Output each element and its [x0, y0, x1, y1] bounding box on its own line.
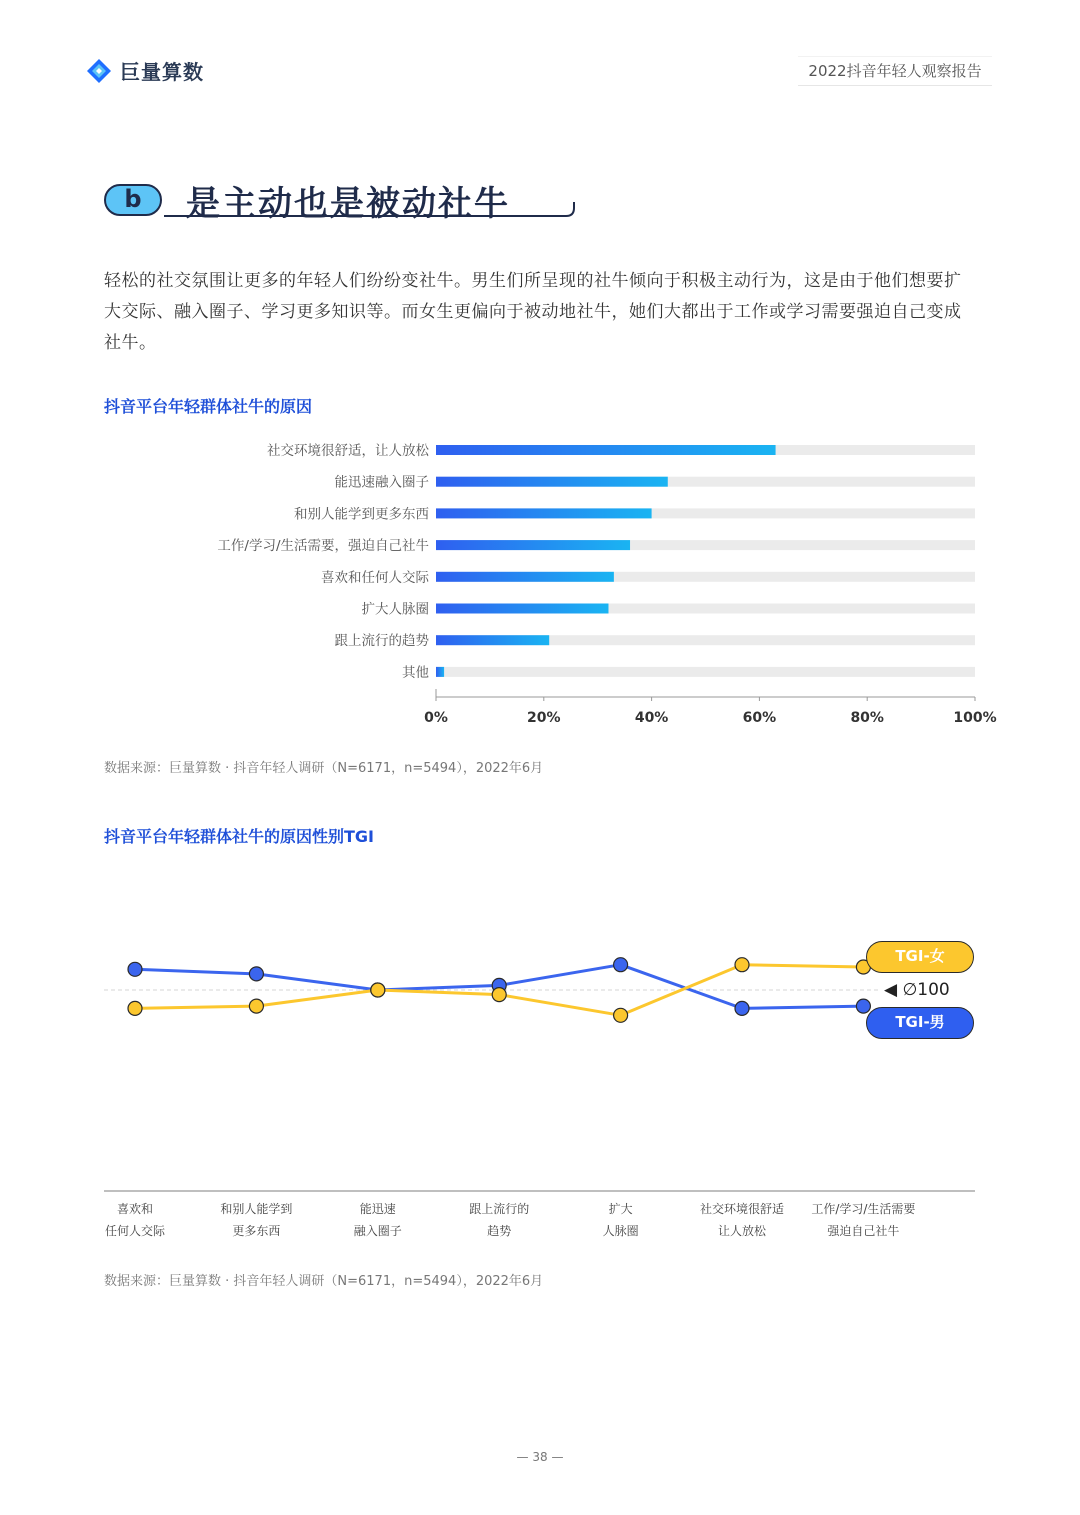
x-category-label: 能迅速	[359, 1202, 396, 1216]
bar	[436, 667, 444, 677]
data-point	[856, 999, 870, 1013]
bar	[436, 635, 549, 645]
bar-track	[436, 508, 975, 518]
x-category-label: 任何人交际	[104, 1224, 166, 1238]
header-logo	[86, 56, 204, 85]
chart2-title: 抖音平台年轻群体社牛的原因性别TGI	[104, 827, 375, 846]
diamond-logo-icon	[86, 58, 112, 84]
x-category-label: 更多东西	[232, 1224, 281, 1238]
x-tick-label: 20%	[527, 710, 561, 726]
bar-track	[436, 540, 975, 550]
chart2-source: 数据来源：巨量算数 · 抖音年轻人调研（N=6171，n=5494），2022年6月	[104, 1274, 544, 1289]
series-line-male	[135, 965, 863, 1009]
section-title: 是主动也是被动社牛	[186, 184, 510, 224]
data-point	[128, 962, 142, 976]
bar-track	[436, 604, 975, 614]
bar	[436, 477, 668, 487]
data-point	[735, 958, 749, 972]
page-number: — 38 —	[516, 1450, 564, 1464]
data-point	[492, 988, 506, 1002]
x-tick-label: 60%	[742, 710, 777, 726]
chart1-title: 抖音平台年轻群体社牛的原因	[104, 397, 313, 416]
bar-track	[436, 477, 975, 487]
data-point	[371, 983, 385, 997]
bar	[436, 540, 630, 550]
category-label: 其他	[402, 664, 429, 681]
bar	[436, 508, 652, 518]
section-badge: b	[104, 184, 162, 216]
x-category-label: 社交环境很舒适	[699, 1202, 785, 1216]
data-point	[614, 1008, 628, 1022]
category-label: 能迅速融入圈子	[334, 474, 429, 491]
bar	[436, 572, 614, 582]
data-point	[614, 958, 628, 972]
legend-tgi-female: TGI-女	[866, 941, 974, 973]
data-point	[371, 983, 385, 997]
x-category-label: 让人放松	[717, 1224, 767, 1238]
x-tick-label: 0%	[424, 710, 448, 726]
section-heading	[104, 172, 584, 228]
chart1-source: 数据来源：巨量算数 · 抖音年轻人调研（N=6171，n=5494），2022年6月	[104, 761, 544, 776]
category-label: 工作/学习/生活需要，强迫自己社牛	[217, 538, 429, 555]
category-label: 社交环境很舒适，让人放松	[267, 443, 429, 459]
category-label: 喜欢和任何人交际	[321, 569, 429, 586]
x-tick-label: 100%	[953, 710, 997, 726]
data-point	[735, 1001, 749, 1015]
report-title: 2022抖音年轻人观察报告	[798, 56, 992, 86]
bar	[436, 604, 608, 614]
data-point	[128, 1001, 142, 1015]
x-category-label: 融入圈子	[353, 1224, 402, 1238]
legend-tgi-male: TGI-男	[866, 1007, 974, 1039]
x-category-label: 强迫自己社牛	[827, 1224, 900, 1238]
data-point	[249, 967, 263, 981]
bar-track	[436, 635, 975, 645]
brand-name: 巨量算数	[120, 60, 204, 84]
reference-label: ◀ ∅100	[884, 980, 950, 1000]
x-tick-label: 40%	[634, 710, 669, 726]
series-line-female	[135, 965, 863, 1016]
category-label: 和别人能学到更多东西	[294, 506, 429, 523]
x-category-label: 和别人能学到	[220, 1202, 293, 1216]
data-point	[249, 999, 263, 1013]
x-category-label: 喜欢和	[116, 1202, 154, 1216]
category-label: 跟上流行的趋势	[334, 633, 429, 650]
bar-track	[436, 445, 975, 455]
x-category-label: 人脉圈	[602, 1224, 639, 1238]
bar	[436, 445, 776, 455]
x-category-label: 工作/学习/生活需要	[811, 1202, 916, 1216]
category-label: 扩大人脉圈	[361, 601, 429, 618]
x-category-label: 跟上流行的	[469, 1202, 530, 1216]
x-category-label: 扩大	[608, 1202, 633, 1216]
data-point	[492, 978, 506, 992]
body-paragraph: 轻松的社交氛围让更多的年轻人们纷纷变社牛。男生们所呈现的社牛倾向于积极主动行为，这是由于他们想要扩大交际、融入圈子、学习更多知识等。而女生更偏向于被动地社牛，她们大都出于工作或学习需要强迫自己变成社牛。	[104, 271, 962, 353]
x-tick-label: 80%	[850, 710, 884, 726]
bar-track	[436, 572, 975, 582]
x-category-label: 趋势	[487, 1224, 512, 1238]
bar-track	[436, 667, 975, 677]
